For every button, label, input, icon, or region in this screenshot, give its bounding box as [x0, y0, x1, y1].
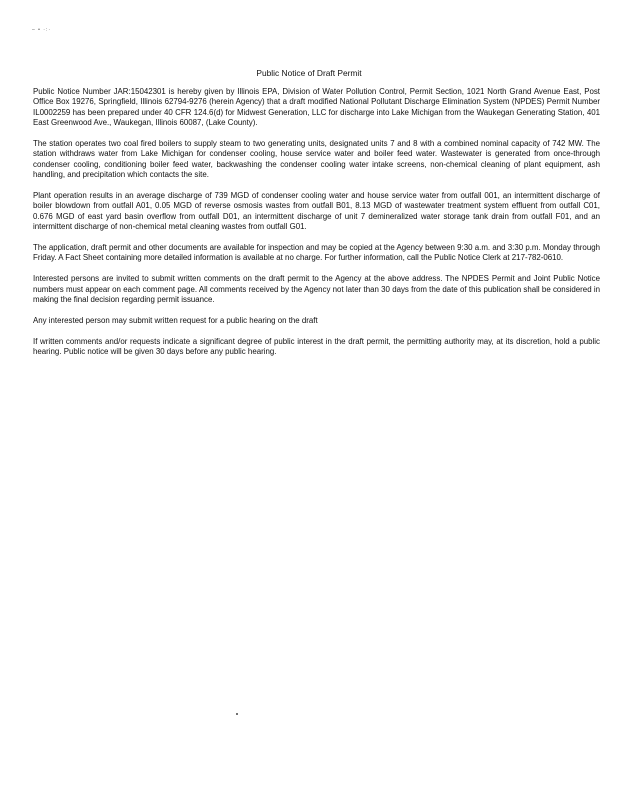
notice-body — [33, 87, 600, 368]
paragraph-station-operations: The station operates two coal fired boilers to supply steam to two generating units, designated units 7 and 8 with a combined nominal capacity of 742 MW. The station withdraws water from Lake Michigan for condenser cooling, house service water and boiler feed water. Wastewater is generated from once-through condenser cooling, conditioning boiler feed water, backwashing the condenser cooling water intake screens, non-chemical cleaning of plant equipment, ash handling, and precipitation which contacts the site. — [33, 139, 600, 180]
header-mark: – • ·:· — [32, 27, 52, 33]
paragraph-plant-discharges: Plant operation results in an average discharge of 739 MGD of condenser cooling water and house service water from outfall 001, an intermittent discharge of boiler blowdown from outfall A01, 0.05 MGD of reverse osmosis wastes from outfall B01, 8.13 MGD of wastewater treatment system effluent from outfall C01, 0.676 MGD of east yard basin overflow from outfall D01, an intermittent discharge of unit 7 demineralized water storage tank drain from outfall F01, and an intermittent discharge of non-chemical metal cleaning wastes from outfall G01. — [33, 191, 600, 232]
paragraph-document-availability: The application, draft permit and other documents are available for inspection and may be copied at the Agency between 9:30 a.m. and 3:30 p.m. Monday through Friday. A Fact Sheet containing more detailed information is available at no charge. For further information, call the Public Notice Clerk at 217-782-0610. — [33, 243, 600, 263]
stray-dot-mark — [236, 713, 238, 715]
paragraph-comment-invitation: Interested persons are invited to submit written comments on the draft permit to the Agency at the above address. The NPDES Permit and Joint Public Notice numbers must appear on each comment page. All comments received by the Agency not later than 30 days from the date of this publication shall be considered in making the final decision regarding permit issuance. — [33, 274, 600, 305]
paragraph-notice-intro: Public Notice Number JAR:15042301 is hereby given by Illinois EPA, Division of Water Pollution Control, Permit Section, 1021 North Grand Avenue East, Post Office Box 19276, Springfield, Illinois 62794-9276 (herein Agency) that a draft modified National Pollutant Discharge Elimination System (NPDES) Permit Number IL0002259 has been prepared under 40 CFR 124.6(d) for Midwest Generation, LLC for discharge into Lake Michigan from the Waukegan Generating Station, 401 East Greenwood Ave., Waukegan, Illinois 60087, (Lake County). — [33, 87, 600, 128]
paragraph-hearing-discretion: If written comments and/or requests indicate a significant degree of public interest in the draft permit, the permitting authority may, at its discretion, hold a public hearing. Public notice will be given 30 days before any public hearing. — [33, 336, 600, 357]
paragraph-hearing-request: Any interested person may submit written request for a public hearing on the draft — [33, 315, 318, 325]
page-title: Public Notice of Draft Permit — [256, 68, 362, 78]
